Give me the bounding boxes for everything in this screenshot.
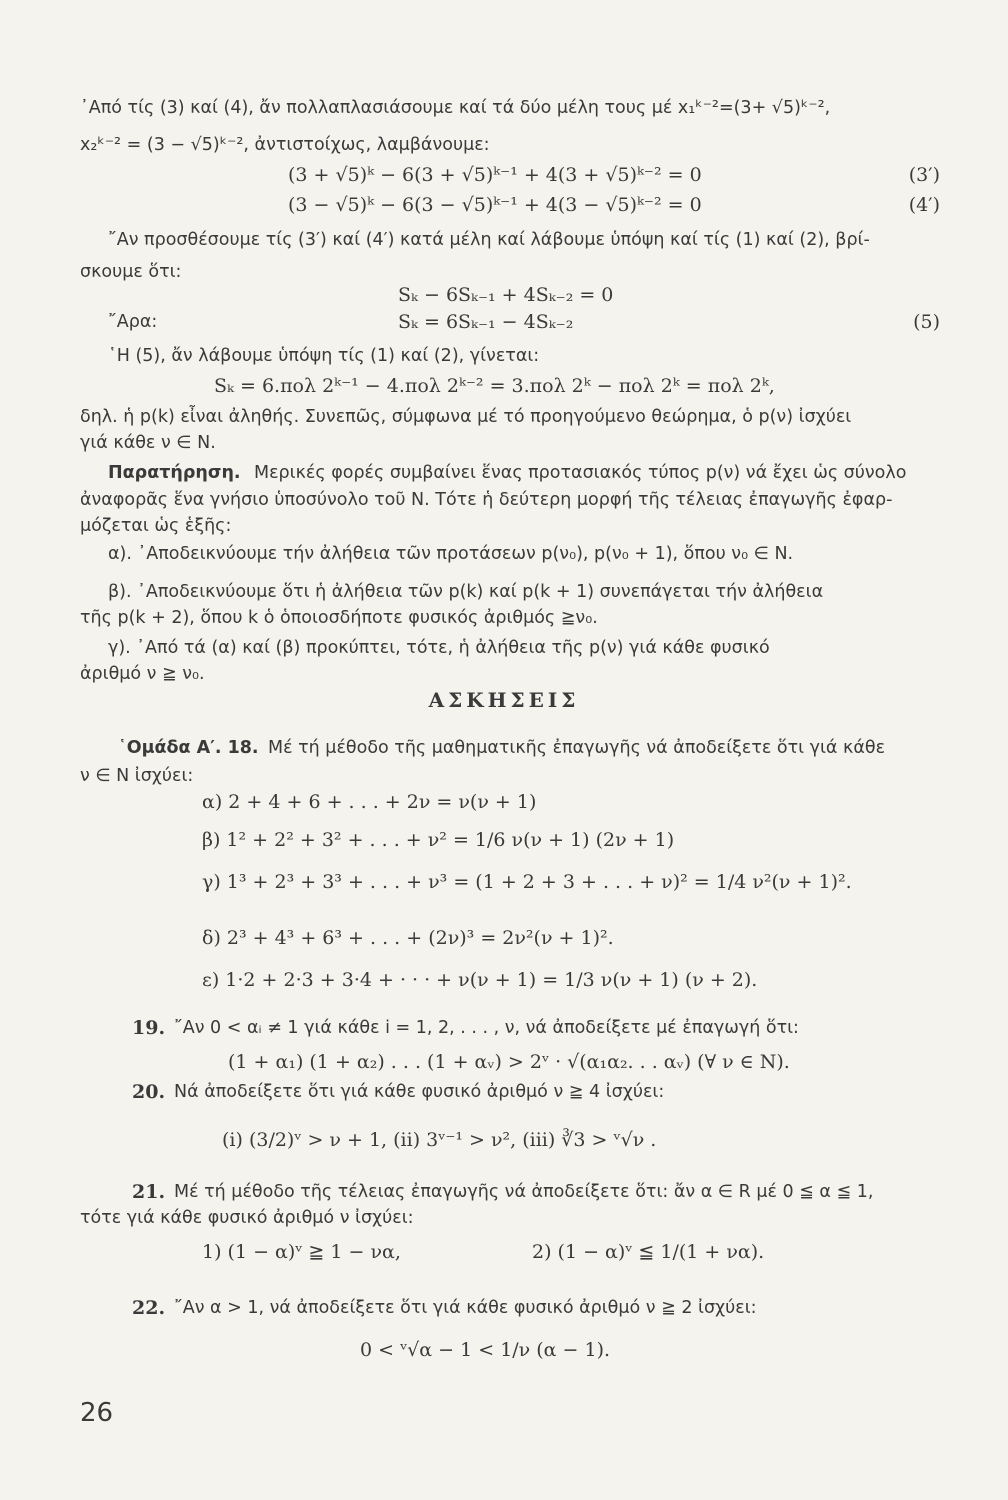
- equation-number: (3′): [908, 164, 940, 186]
- equation: Sₖ = 6.πολ 2ᵏ⁻¹ − 4.πολ 2ᵏ⁻² = 3.πολ 2ᵏ − πολ 2ᵏ = πολ 2ᵏ,: [214, 375, 775, 397]
- text-line: μόζεται ὡς ἑξῆς:: [80, 516, 232, 536]
- equation: Sₖ = 6Sₖ₋₁ − 4Sₖ₋₂: [398, 311, 574, 333]
- equation: 0 < ᵛ√α − 1 < 1/ν (α − 1).: [360, 1339, 611, 1361]
- equation-number: (5): [913, 311, 940, 333]
- exercise-number: 20.: [132, 1081, 166, 1103]
- equation: α) 2 + 4 + 6 + . . . + 2ν = ν(ν + 1): [202, 791, 537, 813]
- text-line: ἀριθμό ν ≧ ν₀.: [80, 664, 205, 684]
- text-line: ν ∈ N ἰσχύει:: [80, 766, 194, 786]
- equation: (1 + α₁) (1 + α₂) . . . (1 + αᵥ) > 2ᵛ · √(α₁α₂. . . αᵥ) (∀ ν ∈ N).: [228, 1051, 790, 1073]
- text-line: ᾿Από τίς (3) καί (4), ἄν πολλαπλασιάσουμε καί τά δύο μέλη τους μέ x₁ᵏ⁻²=(3+ √5)ᵏ⁻²,: [80, 98, 831, 118]
- equation-number: (4′): [908, 194, 940, 216]
- equation: ε) 1·2 + 2·3 + 3·4 + · · · + ν(ν + 1) = 1/3 ν(ν + 1) (ν + 2).: [202, 969, 758, 991]
- text-line: δηλ. ἡ p(k) εἶναι ἀληθής. Συνεπῶς, σύμφωνα μέ τό προηγούμενο θεώρημα, ὁ p(ν) ἰσχύει: [80, 407, 852, 427]
- exercise-number: 21.: [132, 1181, 166, 1203]
- exercise-number: 22.: [132, 1297, 166, 1319]
- text-line: ῎Αν α > 1, νά ἀποδείξετε ὅτι γιά κάθε φυσικό ἀριθμό ν ≧ 2 ἰσχύει:: [174, 1298, 757, 1318]
- text-line: α). ᾿Αποδεικνύουμε τήν ἀλήθεια τῶν προτάσεων p(ν₀), p(ν₀ + 1), ὅπου ν₀ ∈ N.: [108, 544, 794, 564]
- text-line: Νά ἀποδείξετε ὅτι γιά κάθε φυσικό ἀριθμό ν ≧ 4 ἰσχύει:: [174, 1082, 665, 1102]
- equation: γ) 1³ + 2³ + 3³ + . . . + ν³ = (1 + 2 + 3 + . . . + ν)² = 1/4 ν²(ν + 1)².: [202, 871, 852, 893]
- text-line: Μέ τή μέθοδο τῆς μαθηματικῆς ἐπαγωγῆς νά ἀποδείξετε ὅτι γιά κάθε: [268, 738, 886, 758]
- text-line: ῎Αρα:: [108, 312, 158, 332]
- equation: (i) (3/2)ᵛ > ν + 1, (ii) 3ᵛ⁻¹ > ν², (iii) ∛3 > ᵛ√ν .: [222, 1129, 657, 1151]
- text-line: ῎Αν προσθέσουμε τίς (3′) καί (4′) κατά μέλη καί λάβουμε ὑπόψη καί τίς (1) καί (2), βρί-: [108, 230, 870, 250]
- section-heading: ΑΣΚΗΣΕΙΣ: [428, 688, 580, 712]
- exercise-group-label: ῾Ομάδα Α′. 18.: [118, 738, 259, 758]
- page-number: 26: [80, 1398, 114, 1428]
- remark-label: Παρατήρηση.: [108, 463, 241, 483]
- equation: 1) (1 − α)ᵛ ≧ 1 − να,: [202, 1241, 401, 1263]
- text-line: τότε γιά κάθε φυσικό ἀριθμό ν ἰσχύει:: [80, 1208, 414, 1228]
- equation: 2) (1 − α)ᵛ ≦ 1/(1 + να).: [532, 1241, 765, 1263]
- text-line: γιά κάθε ν ∈ N.: [80, 433, 216, 453]
- equation: Sₖ − 6Sₖ₋₁ + 4Sₖ₋₂ = 0: [398, 284, 614, 306]
- text-line: τῆς p(k + 2), ὅπου k ὁ ὁποιοσδήποτε φυσικός ἀριθμός ≧ν₀.: [80, 608, 598, 628]
- text-line: ῎Αν 0 < αᵢ ≠ 1 γιά κάθε i = 1, 2, . . . , ν, νά ἀποδείξετε μέ ἐπαγωγή ὅτι:: [174, 1018, 799, 1038]
- equation: β) 1² + 2² + 3² + . . . + ν² = 1/6 ν(ν + 1) (2ν + 1): [202, 829, 675, 851]
- text-line: β). ᾿Αποδεικνύουμε ὅτι ἡ ἀλήθεια τῶν p(k) καί p(k + 1) συνεπάγεται τήν ἀλήθεια: [108, 582, 824, 602]
- equation: δ) 2³ + 4³ + 6³ + . . . + (2ν)³ = 2ν²(ν + 1)².: [202, 927, 614, 949]
- text-line: Μερικές φορές συμβαίνει ἕνας προτασιακός τύπος p(ν) νά ἔχει ὡς σύνολο: [254, 463, 907, 483]
- text-line: Μέ τή μέθοδο τῆς τέλειας ἐπαγωγῆς νά ἀποδείξετε ὅτι: ἄν α ∈ R μέ 0 ≦ α ≦ 1,: [174, 1182, 874, 1202]
- text-line: ῾Η (5), ἄν λάβουμε ὑπόψη τίς (1) καί (2), γίνεται:: [108, 346, 540, 366]
- text-line: ἀναφορᾶς ἕνα γνήσιο ὑποσύνολο τοῦ N. Τότε ἡ δεύτερη μορφή τῆς τέλειας ἐπαγωγῆς ἐφαρ-: [80, 490, 893, 510]
- text-line: γ). ᾿Από τά (α) καί (β) προκύπτει, τότε, ἡ ἀλήθεια τῆς p(ν) γιά κάθε φυσικό: [108, 638, 770, 658]
- equation: (3 − √5)ᵏ − 6(3 − √5)ᵏ⁻¹ + 4(3 − √5)ᵏ⁻² = 0: [288, 194, 702, 216]
- equation: (3 + √5)ᵏ − 6(3 + √5)ᵏ⁻¹ + 4(3 + √5)ᵏ⁻² = 0: [288, 164, 702, 186]
- exercise-number: 19.: [132, 1017, 166, 1039]
- text-line: σκουμε ὅτι:: [80, 262, 182, 282]
- text-line: x₂ᵏ⁻² = (3 − √5)ᵏ⁻², ἀντιστοίχως, λαμβάνουμε:: [80, 135, 490, 155]
